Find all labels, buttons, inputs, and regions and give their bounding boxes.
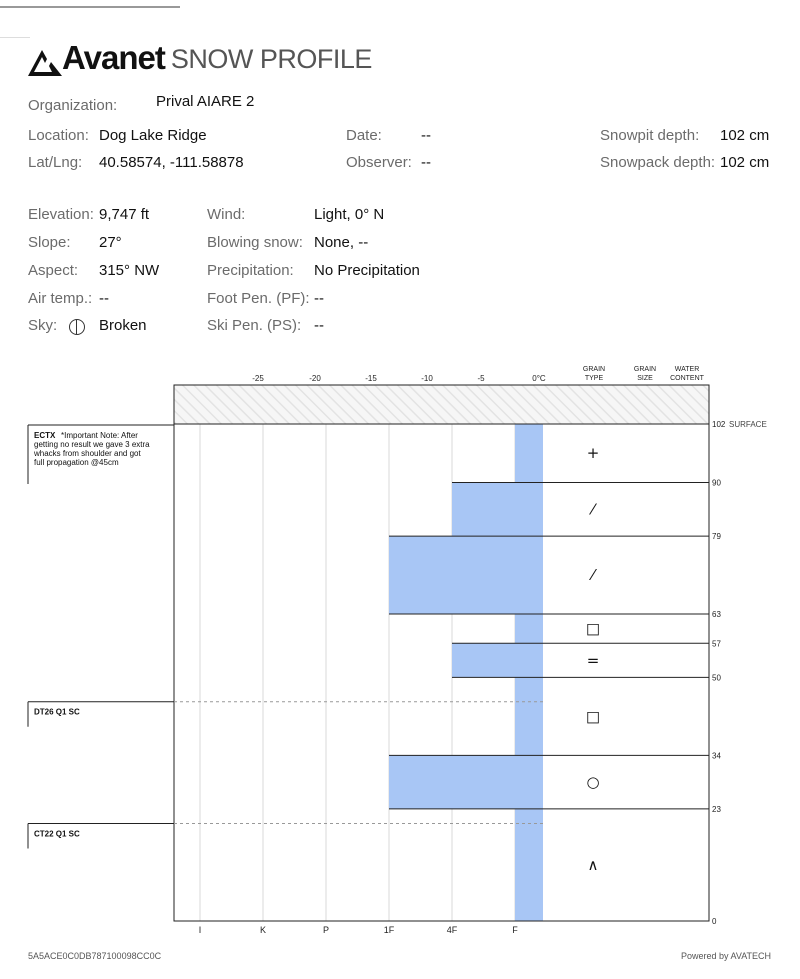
aspect-value: 315° NW — [99, 262, 160, 279]
column-header-grain_type: TYPE — [584, 375, 604, 382]
elevation-label: Elevation: — [28, 206, 94, 223]
date-value: -- — [421, 127, 431, 144]
depth-label: 0 — [712, 917, 717, 926]
observer-value: -- — [421, 154, 431, 171]
blowing-label: Blowing snow: — [207, 234, 303, 251]
temp-tick-label: -15 — [365, 374, 377, 383]
snowpack-label: Snowpack depth: — [600, 154, 716, 171]
broken-sky-icon — [69, 319, 85, 335]
logo — [28, 40, 372, 76]
blowing-value: None, -- — [314, 234, 369, 251]
test-note-line: full propagation @45cm — [34, 458, 119, 467]
organization-value: Prival AIARE 2 — [156, 93, 255, 110]
layer-bar-7 — [515, 809, 543, 921]
organization-label: Organization: — [28, 97, 118, 114]
footpen-label: Foot Pen. (PF): — [207, 290, 310, 307]
wind-label: Wind: — [207, 206, 246, 223]
hardness-tick-label: F — [512, 925, 518, 935]
test-note-line: getting no result we gave 3 extra — [34, 440, 150, 449]
powered-by: Powered by AVATECH — [681, 951, 772, 961]
surface-label: SURFACE — [729, 420, 767, 429]
column-header-water: CONTENT — [670, 375, 704, 382]
temp-tick-label: 0°C — [532, 374, 546, 383]
depth-label: 34 — [712, 751, 721, 761]
layer-bar-6 — [389, 755, 543, 809]
skipen-value: -- — [314, 317, 324, 334]
layer-bar-3 — [515, 614, 543, 643]
column-header-water: WATER — [674, 366, 700, 373]
layer-bar-1 — [452, 482, 543, 536]
test-name: ECTX — [34, 431, 56, 440]
page-title: SNOW PROFILE — [170, 44, 372, 74]
column-header-grain_size: SIZE — [637, 375, 653, 382]
grain-type-symbol: + — [586, 444, 600, 463]
column-header-grain_type: GRAIN — [582, 366, 606, 373]
grain-type-symbol: ⁄ — [591, 566, 595, 585]
grain-type-symbol: □ — [585, 707, 601, 726]
latlng-value: 40.58574, -111.58878 — [99, 154, 244, 171]
snowpack-value: 102 cm — [720, 154, 770, 171]
airtemp-label: Air temp.: — [28, 290, 93, 307]
column-header-grain_size: GRAIN — [633, 366, 657, 373]
depth-label: 102 — [712, 420, 726, 429]
brand-name: Avanet — [62, 39, 165, 76]
skipen-label: Ski Pen. (PS): — [207, 317, 302, 334]
depth-label: 79 — [712, 532, 721, 542]
hardness-tick-label: I — [198, 925, 202, 935]
temp-tick-label: -10 — [421, 374, 433, 383]
latlng-label: Lat/Lng: — [28, 154, 83, 171]
depth-label: 63 — [712, 610, 721, 620]
hardness-tick-label: P — [322, 925, 330, 935]
elevation-value: 9,747 ft — [99, 206, 150, 223]
precip-value: No Precipitation — [314, 262, 420, 279]
layer-bar-2 — [389, 536, 543, 614]
temp-tick-label: -20 — [309, 374, 321, 383]
slope-value: 27° — [99, 234, 122, 251]
airtemp-value: -- — [99, 290, 109, 307]
grain-type-symbol: ∧ — [587, 855, 599, 874]
hardness-tick-label: 4F — [446, 925, 458, 935]
top-rule — [0, 6, 180, 8]
test-name: CT22 Q1 SC — [34, 829, 80, 839]
aspect-label: Aspect: — [28, 262, 79, 279]
snowpit-label: Snowpit depth: — [600, 127, 700, 144]
location-value: Dog Lake Ridge — [99, 127, 207, 144]
snow-profile-chart — [0, 355, 800, 945]
sky-value: Broken — [99, 317, 147, 334]
slope-label: Slope: — [28, 234, 71, 251]
test-note-line: *Important Note: After — [61, 431, 138, 440]
hardness-tick-label: 1F — [383, 925, 395, 935]
precip-label: Precipitation: — [207, 262, 294, 279]
grain-type-symbol: □ — [585, 619, 601, 638]
depth-label: 23 — [712, 804, 721, 814]
observer-label: Observer: — [346, 154, 412, 171]
grain-type-symbol: = — [586, 651, 600, 670]
date-label: Date: — [346, 127, 382, 144]
layer-bar-5 — [515, 677, 543, 755]
profile-id: 5A5ACE0C0DB787100098CC0C — [28, 951, 162, 961]
location-label: Location: — [28, 127, 89, 144]
temp-tick-label: -5 — [477, 374, 485, 383]
mountain-logo-icon — [28, 46, 62, 76]
test-name: DT26 Q1 SC — [34, 707, 80, 717]
snowpit-value: 102 cm — [720, 127, 770, 144]
wind-value: Light, 0° N — [314, 206, 385, 223]
chart-frame — [174, 385, 709, 921]
depth-label: 57 — [712, 639, 721, 649]
temp-tick-label: -25 — [252, 374, 264, 383]
chart-layers — [28, 366, 767, 935]
layer-bar-4 — [452, 643, 543, 677]
depth-label: 90 — [712, 478, 721, 488]
hardness-tick-label: K — [259, 925, 267, 935]
grain-type-symbol: ⁄ — [591, 500, 595, 519]
depth-label: 50 — [712, 673, 721, 683]
sky-label: Sky: — [28, 317, 58, 334]
footpen-value: -- — [314, 290, 324, 307]
test-note-line: whacks from shoulder and got — [34, 449, 141, 458]
layer-bar-0 — [515, 424, 543, 482]
grain-type-symbol: ○ — [586, 773, 600, 792]
surface-hatch — [174, 385, 709, 424]
top-rule-short — [0, 37, 30, 38]
